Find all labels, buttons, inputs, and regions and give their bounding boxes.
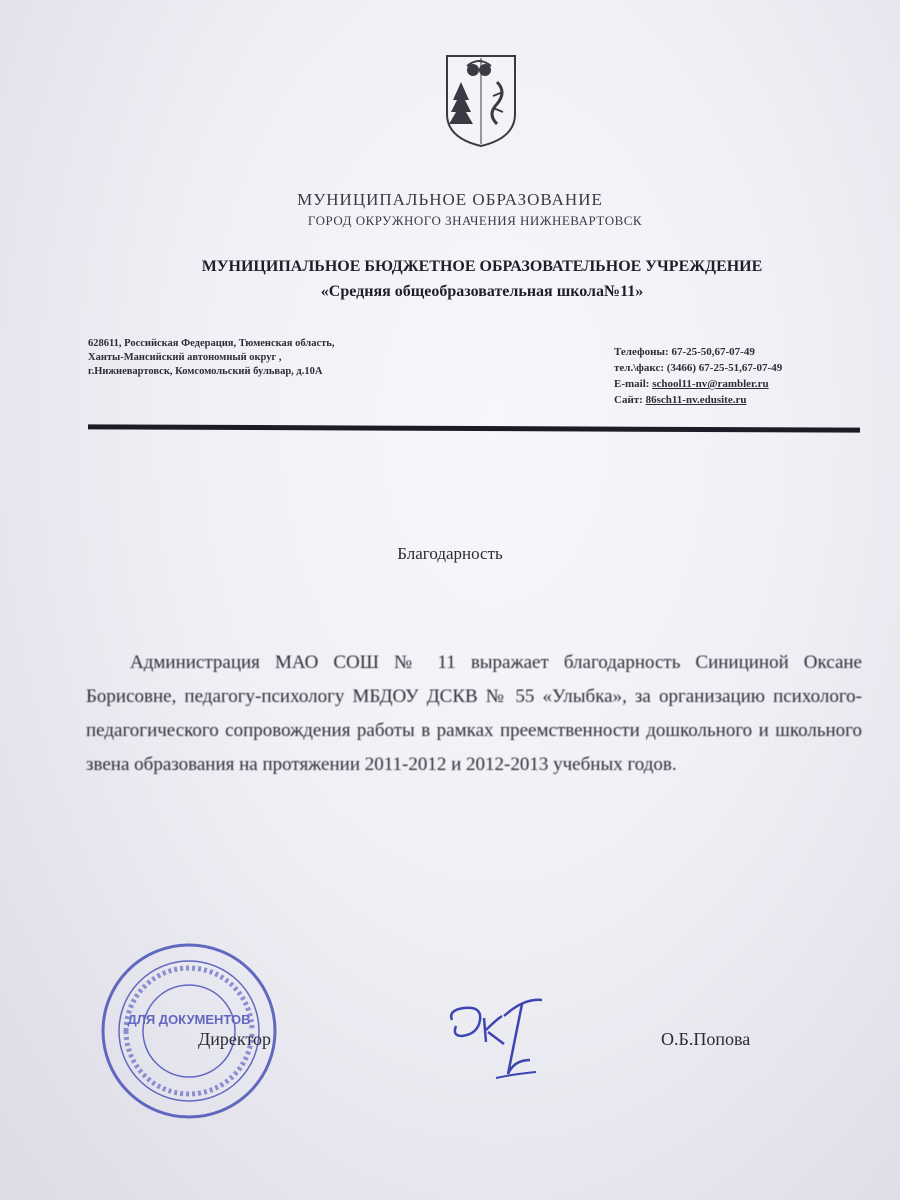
seal-text: ДЛЯ ДОКУМЕНТОВ [127, 1012, 251, 1027]
site-label: Сайт: [614, 394, 646, 406]
email-row [614, 376, 874, 392]
signer-position: Директор [198, 1029, 272, 1049]
phones: Телефоны: 67-25-50,67-07-49 [614, 346, 755, 358]
address-line: 628611, Российская Федерация, Тюменская область, [88, 338, 335, 349]
fax: тел.\факс: (3466) 67-25-51,67-07-49 [614, 362, 783, 374]
contact-block [614, 344, 874, 408]
site-link[interactable]: 86sch11-nv.edusite.ru [645, 394, 747, 406]
coat-of-arms-icon [443, 52, 519, 148]
email-label: E-mail: [614, 378, 653, 390]
postal-address [88, 337, 468, 379]
signer-name: О.Б.Попова [661, 1029, 751, 1049]
letter-body: Администрация МАО СОШ № 11 выражает благодарность Синициной Оксане Борисовне, педагогу-психологу МБДОУ ДСКВ № 55 «Улыбка», за организацию психолого-педагогического сопровождения работы в рамках преемственности дошкольного и школьного звена образования на протяжении 2011-2012 и 2012-2013 учебных годов. [86, 652, 862, 775]
school-name: «Средняя общеобразовательная школа№11» [320, 283, 644, 300]
site-row [614, 392, 874, 408]
organization-name: МУНИЦИПАЛЬНОЕ БЮДЖЕТНОЕ ОБРАЗОВАТЕЛЬНОЕ УЧРЕЖДЕНИЕ [201, 258, 763, 275]
handwritten-signature-icon [444, 990, 554, 1090]
address-line: г.Нижневартовск, Комсомольский бульвар, д.10А [88, 366, 323, 377]
municipality-subtitle: ГОРОД ОКРУЖНОГО ЗНАЧЕНИЯ НИЖНЕВАРТОВСК [307, 213, 643, 228]
municipality-title: МУНИЦИПАЛЬНОЕ ОБРАЗОВАНИЕ [297, 190, 603, 209]
letter-title: Благодарность [397, 544, 503, 563]
email-link[interactable]: school11-nv@rambler.ru [652, 378, 769, 390]
header-divider [88, 424, 860, 432]
address-line: Ханты-Мансийский автономный округ , [88, 352, 282, 363]
